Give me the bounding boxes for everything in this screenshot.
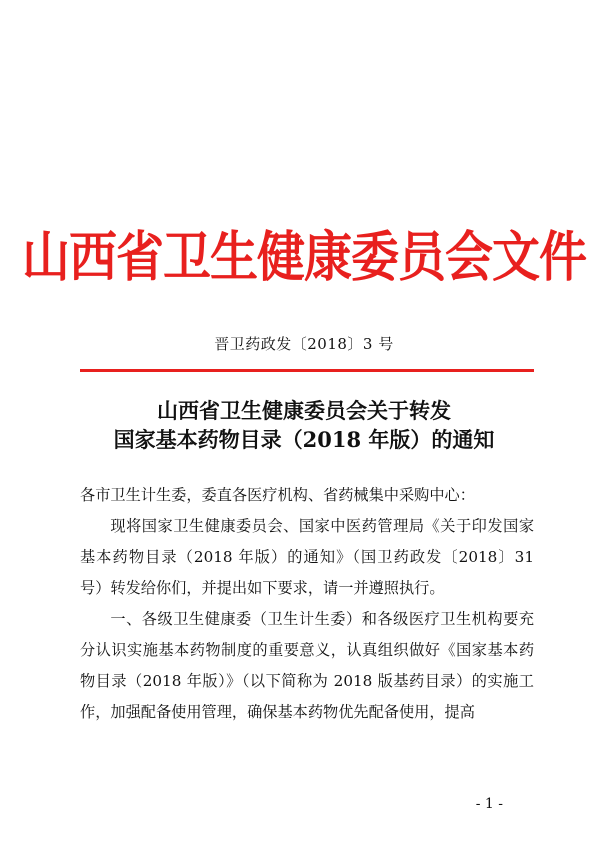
notice-title-line-1: 山西省卫生健康委员会关于转发 (157, 398, 451, 423)
agency-header-title: 山西省卫生健康委员会文件 (21, 226, 586, 290)
body-paragraph-2: 一、各级卫生健康委（卫生计生委）和各级医疗卫生机构要充分认识实施基本药物制度的重要意义，认真组织做好《国家基本药物目录（2018 年版）》（以下简称为 2018 版基药目录）的实施工作，加强配备使用管理，确保基本药物优先配备使用，提高 (80, 610, 534, 721)
red-divider-line (80, 369, 534, 372)
page-number: - 1 - (475, 796, 503, 812)
notice-title-line-2: 国家基本药物目录（2018 年版）的通知 (113, 427, 495, 452)
salutation: 各市卫生计生委，委直各医疗机构、省药械集中采购中心： (80, 486, 475, 504)
document-number: 晋卫药政发〔2018〕3 号 (214, 335, 394, 353)
body-paragraph-1: 现将国家卫生健康委员会、国家中医药管理局《关于印发国家基本药物目录（2018 年版）的通知》（国卫药政发〔2018〕31 号）转发给你们，并提出如下要求，请一并遵照执行。 (80, 517, 534, 597)
